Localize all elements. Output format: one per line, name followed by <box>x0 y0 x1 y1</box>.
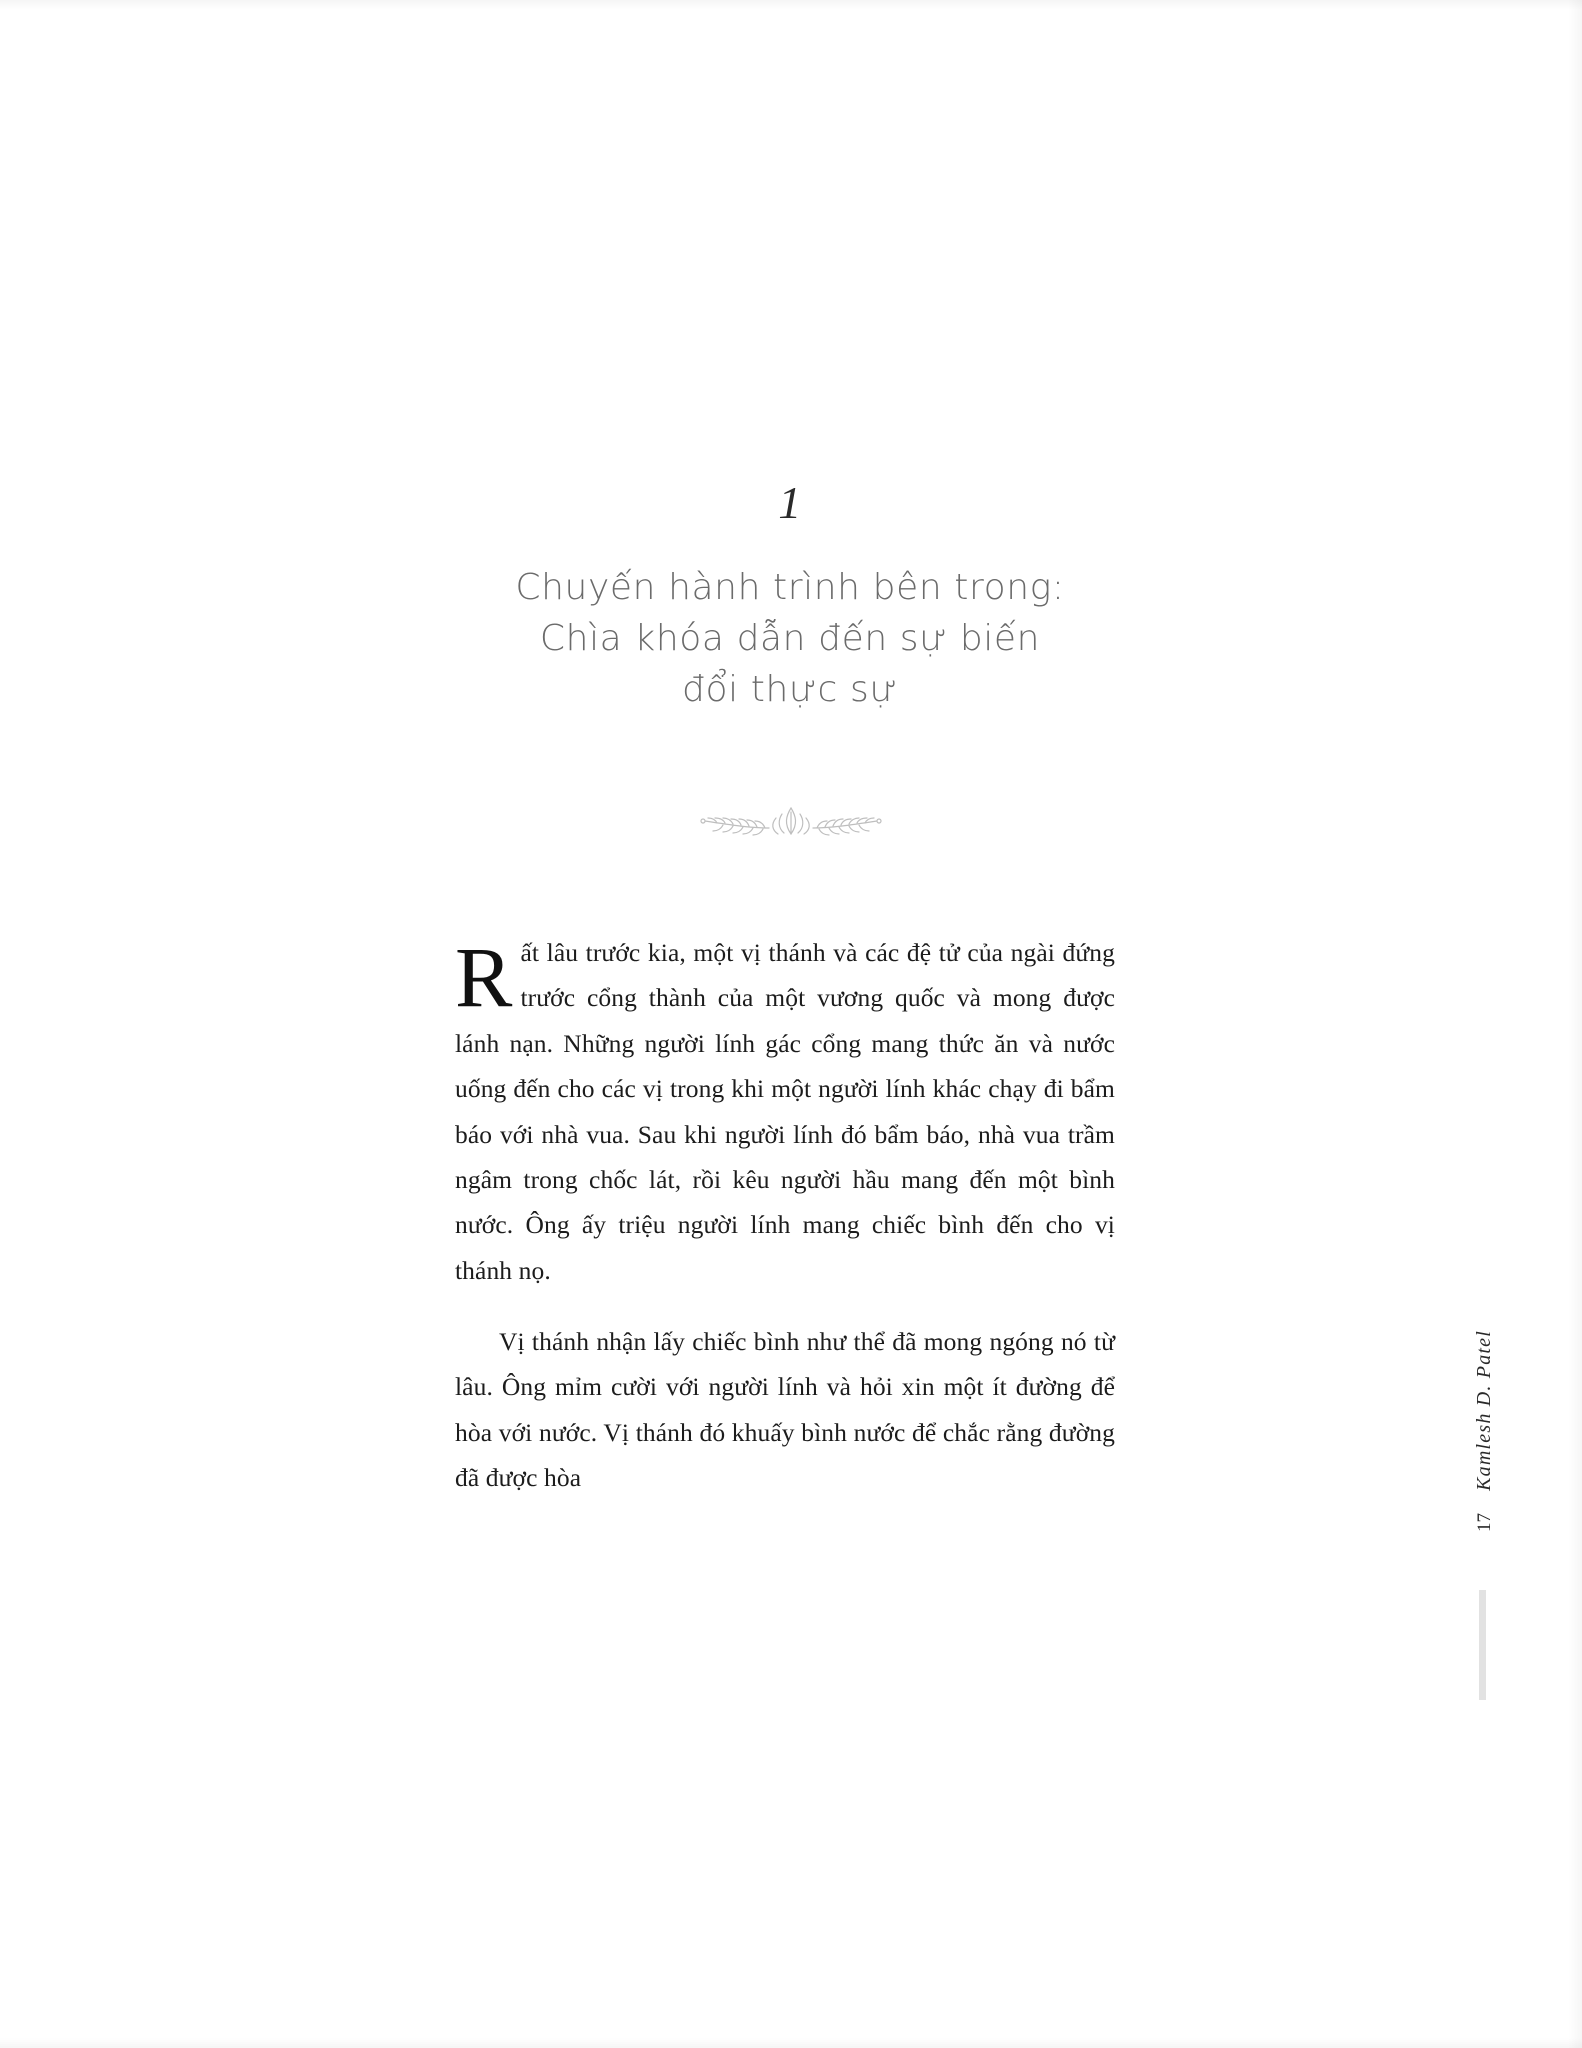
chapter-number: 1 <box>778 477 802 528</box>
chapter-title-line-2: Chìa khóa dẫn đến sự biến <box>539 618 1041 660</box>
side-rule <box>1479 1590 1486 1700</box>
paragraph-1 <box>455 930 1115 1293</box>
page-bottom-shading <box>0 2038 1582 2048</box>
chapter-title-line-3: đổi thực sự <box>682 669 898 711</box>
page-number: 17 <box>1473 1512 1495 1532</box>
page-top-shading <box>0 0 1582 10</box>
drop-cap: R <box>455 929 513 1025</box>
chapter-title-line-1: Chuyến hành trình bên trong: <box>515 567 1065 608</box>
page-edge-shading <box>1568 0 1582 2048</box>
chapter-title <box>440 562 1140 715</box>
chapter-heading <box>440 477 1140 715</box>
paragraph-1-text: ất lâu trước kia, một vị thánh và các đệ tử của ngài đứng trước cổng thành của một vương quốc và mong được lánh nạn. Những người lính gác cổng mang thức ăn và nước uống đến cho các vị trong khi một người lính khác chạy đi bẩm báo với nhà vua. Sau khi người lính đó bẩm báo, nhà vua trầm ngâm trong chốc lát, rồi kêu người hầu mang đến một bình nước. Ông ấy triệu người lính mang chiếc bình đến cho vị thánh nọ. <box>455 938 1115 1285</box>
paragraph-2: Vị thánh nhận lấy chiếc bình như thể đã mong ngóng nó từ lâu. Ông mỉm cười với người lính và hỏi xin một ít đường để hòa với nước. Vị thánh đó khuấy bình nước để chắc rằng đường đã được hòa <box>455 1327 1115 1493</box>
body-text <box>455 930 1115 1527</box>
running-author: Kamlesh D. Patel <box>1473 1330 1495 1491</box>
floral-divider-icon <box>651 800 931 844</box>
